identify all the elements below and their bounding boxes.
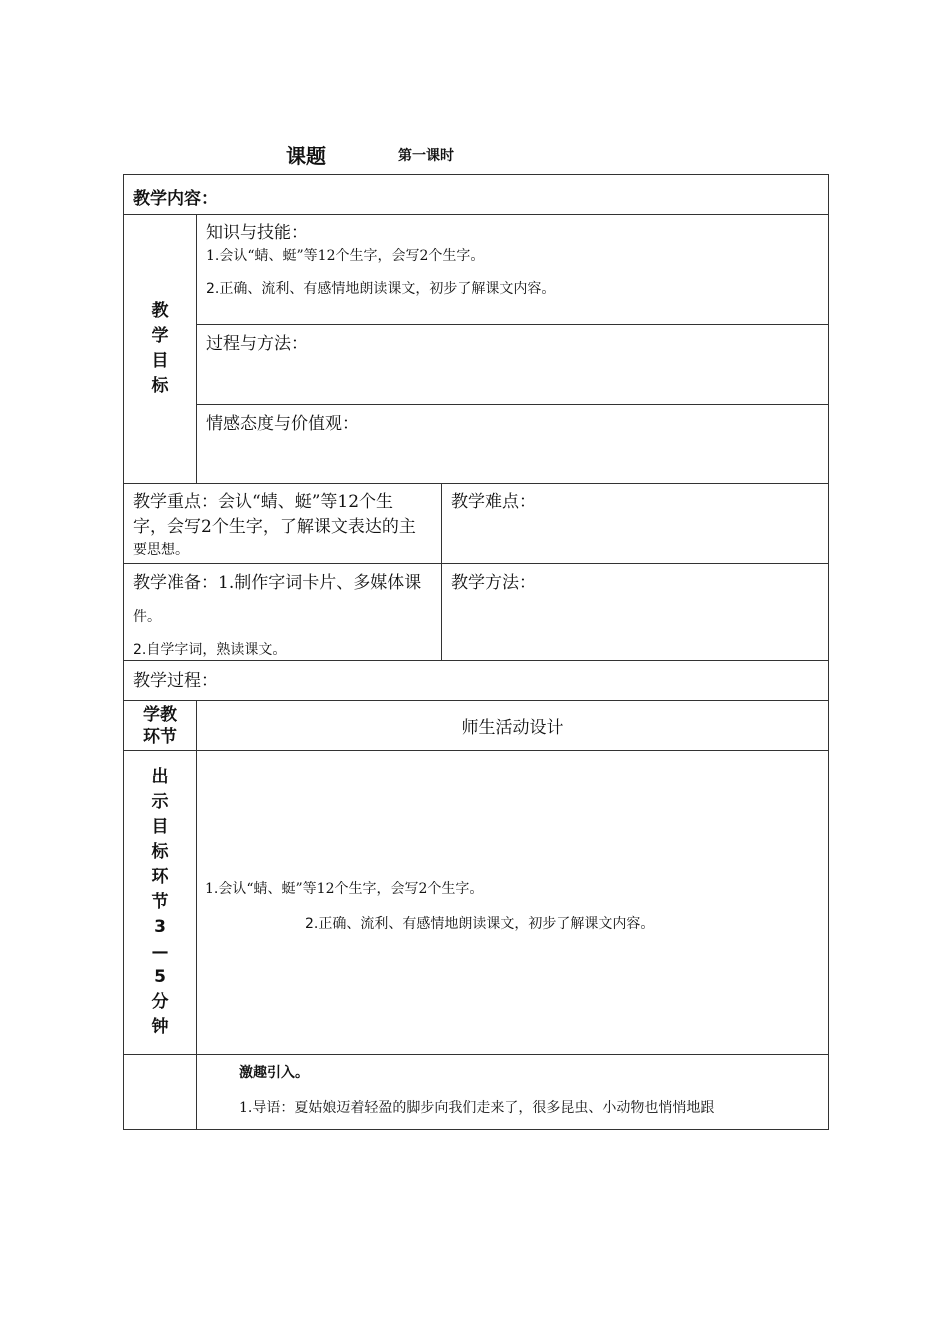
key-points-line-3: 要思想。 bbox=[133, 542, 189, 558]
topic-title: 课题 bbox=[286, 144, 326, 168]
objectives-side-label bbox=[123, 214, 197, 484]
content-label: 教学内容： bbox=[133, 189, 218, 209]
stage1-char: 3 bbox=[154, 917, 166, 937]
stage1-char: 标 bbox=[151, 842, 169, 862]
process-method-title: 过程与方法： bbox=[206, 334, 308, 354]
content-row bbox=[123, 174, 829, 215]
process-label: 教学过程： bbox=[133, 671, 218, 691]
objectives-char: 教 bbox=[151, 301, 169, 321]
objectives-char: 标 bbox=[151, 376, 169, 396]
stage-header-line-1: 学教 bbox=[143, 704, 177, 725]
preparation-line-2: 件。 bbox=[133, 609, 161, 625]
stage1-char: 钟 bbox=[151, 1017, 169, 1037]
stage1-content-cell bbox=[196, 750, 829, 1055]
knowledge-cell bbox=[196, 214, 829, 325]
stage1-line-1: 1.会认“蜻、蜓”等12个生字，会写2个生字。 bbox=[205, 881, 484, 897]
stage1-char: 5 bbox=[154, 967, 166, 987]
stage1-char: 分 bbox=[151, 992, 169, 1012]
stage1-char: 目 bbox=[151, 817, 169, 837]
key-points-line-1: 教学重点：会认“蜻、蜓”等12个生 bbox=[133, 492, 394, 512]
preparation-cell bbox=[123, 563, 442, 661]
method-cell bbox=[441, 563, 829, 661]
process-row bbox=[123, 660, 829, 701]
activity-header-cell bbox=[196, 700, 829, 751]
difficulty-cell bbox=[441, 483, 829, 564]
knowledge-line-2: 2.正确、流利、有感情地朗读课文，初步了解课文内容。 bbox=[206, 281, 556, 297]
knowledge-title: 知识与技能： bbox=[206, 223, 308, 243]
process-method-cell bbox=[196, 324, 829, 405]
preparation-line-3: 2.自学字词，熟读课文。 bbox=[133, 642, 287, 658]
stage-header-line-2: 环节 bbox=[143, 726, 177, 747]
objectives-char: 目 bbox=[151, 351, 169, 371]
document-title bbox=[0, 140, 950, 170]
emotion-title: 情感态度与价值观： bbox=[206, 414, 359, 434]
key-points-line-2: 字，会写2个生字，了解课文表达的主 bbox=[133, 517, 416, 537]
stage1-char: 节 bbox=[151, 892, 169, 912]
stage2-line-1: 1.导语：夏姑娘迈着轻盈的脚步向我们走来了，很多昆虫、小动物也悄悄地跟 bbox=[239, 1100, 715, 1116]
stage2-heading: 激趣引入。 bbox=[239, 1065, 309, 1081]
stage1-char: 环 bbox=[151, 867, 169, 887]
method-label: 教学方法： bbox=[451, 573, 536, 593]
stage1-char: — bbox=[151, 942, 169, 962]
stage1-char: 出 bbox=[151, 767, 169, 787]
preparation-line-1: 教学准备：1.制作字词卡片、多媒体课 bbox=[133, 573, 422, 593]
difficulty-label: 教学难点： bbox=[451, 492, 536, 512]
stage1-side-label bbox=[123, 750, 197, 1055]
knowledge-line-1: 1.会认“蜻、蜓”等12个生字，会写2个生字。 bbox=[206, 248, 485, 264]
activity-header: 师生活动设计 bbox=[461, 718, 564, 738]
stage1-line-2: 2.正确、流利、有感情地朗读课文，初步了解课文内容。 bbox=[305, 916, 655, 932]
stage2-side-cell bbox=[123, 1054, 197, 1130]
key-points-cell bbox=[123, 483, 442, 564]
emotion-cell bbox=[196, 404, 829, 484]
lesson-title: 第一课时 bbox=[398, 148, 454, 164]
stage1-char: 示 bbox=[151, 792, 169, 812]
stage2-content-cell bbox=[196, 1054, 829, 1130]
objectives-char: 学 bbox=[151, 326, 169, 346]
stage-header-cell bbox=[123, 700, 197, 751]
